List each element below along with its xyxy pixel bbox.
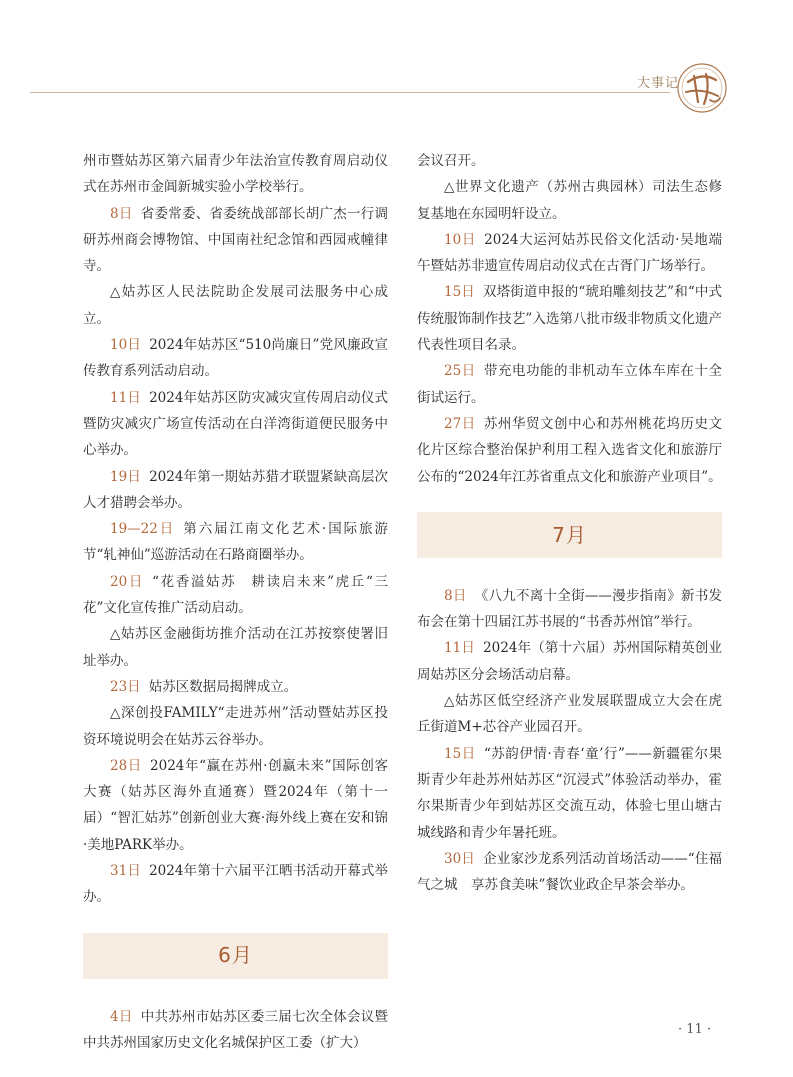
entry-date: 19日 — [110, 468, 141, 485]
entry-date: 15日 — [444, 745, 476, 762]
entry-date: 28日 — [110, 757, 142, 774]
calligraphy-emblem-icon — [672, 58, 732, 118]
month-label: 7月 — [552, 522, 587, 547]
entry-text: “苏韵伊情·青春‘童’行”——新疆霍尔果斯青少年赴苏州姑苏区“沉浸式”体验活动举办，霍尔果斯青少年到姑苏区交流互动，体验七里山塘古城线路和青少年暑托班。 — [417, 745, 722, 841]
entry-text: 2024年姑苏区防灾减灾宣传周启动仪式暨防灾减灾广场宣传活动在白洋湾街道便民服务中心举办。 — [83, 389, 389, 459]
entry-text: 2024年第十六届平江晒书活动开幕式举办。 — [83, 863, 389, 906]
chronicle-entry — [417, 148, 722, 174]
left-column — [83, 148, 388, 1056]
entry-date: 4日 — [110, 1008, 133, 1025]
month-banner — [417, 512, 722, 558]
entry-text: 姑苏区数据局揭牌成立。 — [148, 678, 298, 695]
entry-text: “花香溢姑苏 耕读启未来”虎丘“三花”文化宣传推广活动启动。 — [83, 573, 388, 617]
chronicle-entry — [83, 674, 388, 700]
chronicle-entry — [83, 201, 388, 280]
chronicle-entry — [417, 411, 722, 490]
entry-date: 27日 — [444, 415, 476, 432]
entry-text: 2024大运河姑苏民俗文化活动·吴地端午暨姑苏非遗宣传周启动仪式在古胥门广场举行。 — [417, 231, 722, 275]
chronicle-entry — [417, 227, 722, 280]
chronicle-entry — [83, 569, 388, 622]
entry-text: 2024年（第十六届）苏州国际精英创业周姑苏区分会场活动启幕。 — [417, 640, 723, 683]
entry-date: 30日 — [444, 850, 476, 867]
chronicle-entry — [83, 464, 388, 517]
chronicle-entry — [83, 516, 388, 569]
chronicle-entry — [417, 688, 722, 741]
chronicle-entry — [417, 174, 722, 227]
entry-date: 23日 — [110, 678, 141, 695]
entry-date: 8日 — [444, 587, 467, 604]
chronicle-entry — [83, 1004, 388, 1057]
entry-text: 苏州华贸文创中心和苏州桃花坞历史文化片区综合整治保护利用工程入选省文化和旅游厅公布的“2024年江苏省重点文化和旅游产业项目”。 — [417, 415, 722, 485]
entry-date: 11日 — [444, 640, 475, 657]
entry-date: 25日 — [444, 363, 476, 380]
entry-date: 20日 — [110, 573, 144, 590]
month-banner — [83, 933, 388, 979]
chronicle-entry — [83, 385, 388, 464]
entry-text: 企业家沙龙系列活动首场活动——“住福气之城 享苏食美味”餐饮业政企早茶会举办。 — [417, 850, 722, 894]
chronicle-entry — [417, 358, 722, 411]
chronicle-entry — [417, 279, 722, 358]
entry-text: 带充电功能的非机动车立体车库在十全街试运行。 — [417, 363, 722, 406]
entry-text: 双塔街道申报的“琥珀雕刻技艺”和“中式传统服饰制作技艺”入选第八批市级非物质文化遗产代表性项目名录。 — [417, 284, 722, 354]
month-label: 6月 — [218, 943, 253, 968]
entry-text: 2024年“赢在苏州·创赢未来”国际创客大赛（姑苏区海外直通赛）暨2024年（第十一届）“智汇姑苏”创新创业大赛·海外线上赛在安和锦·美地PARK举办。 — [83, 757, 388, 853]
chronicle-entry — [83, 700, 388, 753]
page-number: · 11 · — [678, 1022, 712, 1037]
entry-text: △世界文化遗产（苏州古典园林）司法生态修复基地在东园明轩设立。 — [417, 179, 722, 222]
entry-date: 15日 — [444, 284, 475, 301]
entry-text: △姑苏区金融街坊推介活动在江苏按察使署旧址举办。 — [83, 626, 388, 669]
entry-text: 2024年第一期姑苏猎才联盟紧缺高层次人才猎聘会举办。 — [83, 468, 389, 511]
entry-text: 第六届江南文化艺术·国际旅游节“轧神仙”巡游活动在石路商圈举办。 — [83, 521, 389, 564]
entry-date: 10日 — [444, 231, 477, 248]
chronicle-entry — [417, 583, 722, 636]
entry-date: 8日 — [110, 205, 133, 222]
entry-text: △深创投FAMILY“走进苏州”活动暨姑苏区投资环境说明会在姑苏云谷举办。 — [83, 705, 388, 748]
entry-text: 2024年姑苏区“510尚廉日”党风廉政宣传教育系列活动启动。 — [83, 337, 388, 380]
chronicle-entry — [417, 741, 722, 846]
entry-text: 州市暨姑苏区第六届青少年法治宣传教育周启动仪式在苏州市金阊新城实验小学校举行。 — [83, 153, 388, 196]
chronicle-entry — [83, 858, 388, 911]
entry-text: △姑苏区低空经济产业发展联盟成立大会在虎丘街道M+芯谷产业园召开。 — [417, 693, 722, 736]
entry-text: 《八九不离十全街——漫步指南》新书发布会在第十四届江苏书展的“书香苏州馆”举行。 — [417, 587, 722, 631]
entry-date: 11日 — [110, 389, 141, 406]
entry-date: 19—22日 — [110, 521, 176, 538]
entry-date: 31日 — [110, 863, 141, 880]
entry-text: 省委常委、省委统战部部长胡广杰一行调研苏州商会博物馆、中国南社纪念馆和西园戒幢律寺。 — [83, 205, 389, 275]
chronicle-entry — [83, 621, 388, 674]
chronicle-entry — [83, 332, 388, 385]
entry-text: 会议召开。 — [417, 153, 485, 169]
entry-text: 中共苏州市姑苏区委三届七次全体会议暨中共苏州国家历史文化名城保护区工委（扩大） — [83, 1008, 389, 1051]
entry-date: 10日 — [110, 337, 142, 354]
section-title: 大事记 — [637, 76, 680, 91]
chronicle-entry — [83, 279, 388, 332]
chronicle-entry — [417, 635, 722, 688]
chronicle-entry — [83, 753, 388, 858]
chronicle-entry — [83, 148, 388, 201]
chronicle-entry — [417, 846, 722, 899]
entry-text: △姑苏区人民法院助企发展司法服务中心成立。 — [83, 284, 388, 327]
header-divider — [30, 92, 670, 93]
right-column — [417, 148, 722, 898]
